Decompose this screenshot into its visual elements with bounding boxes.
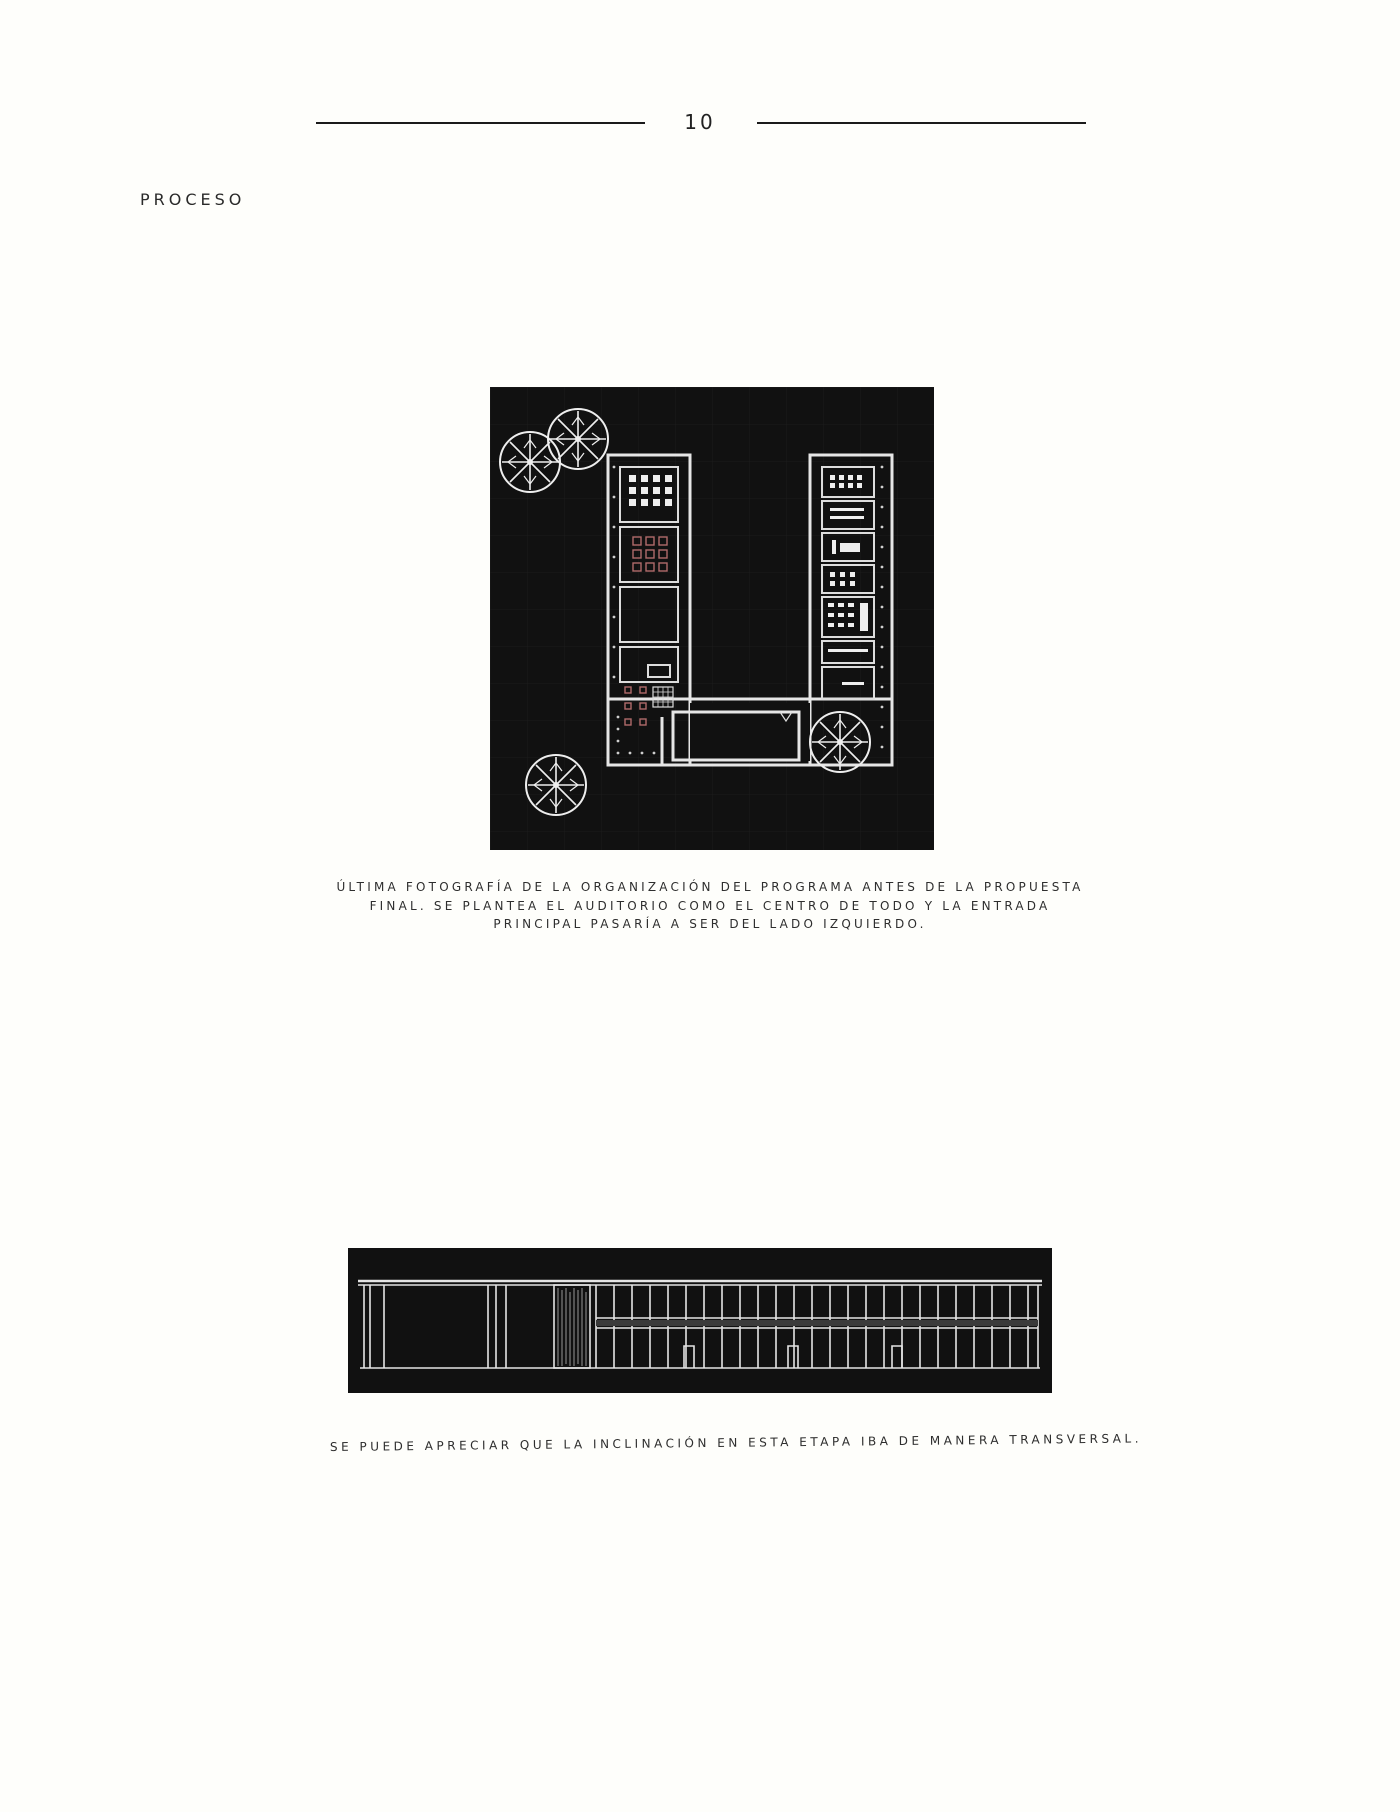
tree-icon [500,432,560,492]
page-number: 10 [684,110,716,134]
tree-icon [548,409,608,469]
plan-caption: ÚLTIMA FOTOGRAFÍA DE LA ORGANIZACIÓN DEL PROGRAMA ANTES DE LA PROPUESTA FINAL. SE PLANTEA EL AUDITORIO COMO EL CENTRO DE TODO Y LA ENTRADA PRINCIPAL PASARÍA A SER DEL LADO IZQUIERDO. [336,880,1084,931]
elevation-caption: SE PUEDE APRECIAR QUE LA INCLINACIÓN EN ESTA ETAPA IBA DE MANERA TRANSVERSAL. [329,1431,1143,1454]
tree-icon [810,712,870,772]
floor-plan-drawing [490,387,934,850]
tree-icon [526,755,586,815]
floor-plan-svg [490,387,934,850]
elevation-svg [348,1248,1052,1393]
elevation-drawing [348,1248,1052,1393]
section-title: PROCESO [140,190,246,209]
header-rule-left [316,122,645,124]
header-rule-right [757,122,1086,124]
